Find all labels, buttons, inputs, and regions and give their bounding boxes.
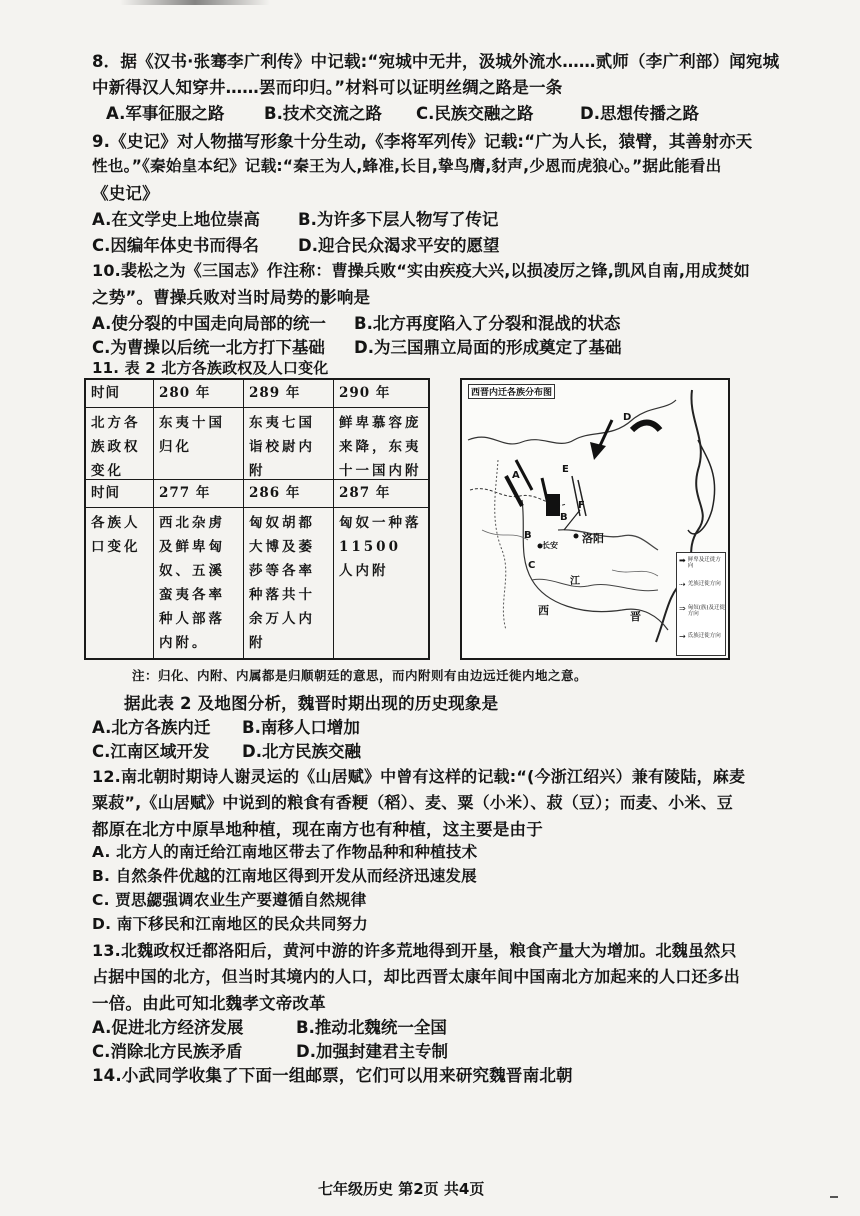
- q8-option-b[interactable]: B.技术交流之路: [264, 104, 382, 123]
- map-label-b2: B: [560, 512, 568, 523]
- q9-option-b[interactable]: B.为许多下层人物写了传记: [298, 210, 499, 229]
- q9-options-row2: [92, 232, 592, 254]
- table-cell: 西北杂虏及鲜卑匈奴、五溪蛮夷各率种人部落内附。: [154, 508, 244, 658]
- map-label-b: B: [524, 530, 532, 541]
- map-label-f: F: [578, 500, 585, 511]
- q12-option-b[interactable]: B. 自然条件优越的江南地区得到开发从而经济迅速发展: [92, 867, 477, 885]
- q12-option-c[interactable]: C. 贾思勰强调农业生产要遵循自然规律: [92, 891, 367, 909]
- legend-item: ⇢ 羌族迁徙方向: [679, 580, 721, 589]
- table-cell: 290 年: [334, 380, 428, 408]
- q13-options-row1: [92, 1014, 552, 1036]
- map-label-xi: 西: [538, 604, 549, 617]
- q13-option-a[interactable]: A.促进北方经济发展: [92, 1018, 244, 1037]
- q9-option-d[interactable]: D.迎合民众渴求平安的愿望: [298, 236, 500, 255]
- table-cell: 匈奴胡都大博及萎莎等各率种落共十余万人内附: [244, 508, 334, 658]
- table-cell: 287 年: [334, 480, 428, 508]
- q10-option-c[interactable]: C.为曹操以后统一北方打下基础: [92, 338, 325, 357]
- q12-option-a[interactable]: A. 北方人的南迁给江南地区带去了作物品种和种植技术: [92, 843, 478, 861]
- legend-item: ➡ 鲜卑及迁徙方向: [679, 556, 721, 569]
- q8-option-d[interactable]: D.思想传播之路: [580, 104, 699, 123]
- q10-options-row1: [92, 310, 652, 332]
- map-label-a: A: [512, 470, 520, 481]
- legend-item: → 氐族迁徙方向: [679, 632, 721, 641]
- page-footer: 七年级历史 第2页 共4页: [318, 1180, 485, 1198]
- map-label-e: E: [562, 464, 569, 475]
- q11-question: 据此表 2 及地图分析，魏晋时期出现的历史现象是: [124, 694, 499, 713]
- population-table: [84, 378, 430, 660]
- q9-stem-line3: 《史记》: [92, 184, 159, 203]
- q10-stem-line2: 之势”。曹操兵败对当时局势的影响是: [92, 288, 371, 307]
- map-label-d: D: [623, 412, 632, 423]
- table-cell: 289 年: [244, 380, 334, 408]
- q9-stem-line1: 9.《史记》对人物描写形象十分生动,《李将军列传》记载:“广为人长，猿臂，其善射亦天: [92, 132, 753, 151]
- q13-stem-line3: 一倍。由此可知北魏孝文帝改革: [92, 994, 326, 1013]
- table-cell: 匈奴一种落11500 人内附: [339, 515, 422, 579]
- q11-option-d[interactable]: D.北方民族交融: [242, 742, 361, 761]
- q11-options-row1: [92, 714, 492, 736]
- table-cell: 东夷十国归化: [154, 408, 244, 480]
- scan-speck: [830, 1196, 838, 1198]
- q13-options-row2: [92, 1038, 552, 1060]
- q10-option-a[interactable]: A.使分裂的中国走向局部的统一: [92, 314, 326, 333]
- map-label-jiang: 江: [570, 576, 580, 587]
- q11-table-caption: 11. 表 2 北方各族政权及人口变化: [92, 359, 329, 377]
- table-cell: 时间: [86, 480, 154, 508]
- q9-option-c[interactable]: C.因编年体史书而得名: [92, 236, 259, 255]
- q8-stem-line1: 8．据《汉书·张骞李广利传》中记载:“宛城中无井，汲城外流水……贰师（李广利部）闻宛城: [92, 52, 780, 71]
- q13-option-c[interactable]: C.消除北方民族矛盾: [92, 1042, 243, 1061]
- q10-option-b[interactable]: B.北方再度陷入了分裂和混战的状态: [354, 314, 621, 333]
- table-cell: 时间: [86, 380, 154, 408]
- table-cell: 东夷七国诣校尉内附: [244, 408, 334, 480]
- q11-option-a[interactable]: A.北方各族内迁: [92, 718, 211, 737]
- q13-stem-line1: 13.北魏政权迁都洛阳后，黄河中游的许多荒地得到开垦，粮食产量大为增加。北魏虽然只: [92, 941, 737, 960]
- q9-options-row1: [92, 206, 592, 228]
- q10-options-row2: [92, 334, 652, 356]
- map-label-changan: 长安: [542, 541, 558, 550]
- arrow-icon: ⇒: [679, 604, 686, 613]
- scan-mark: [120, 0, 270, 5]
- table-note: 注：归化、内附、内属都是归顺朝廷的意思，而内附则有由边远迁徙内地之意。: [132, 668, 588, 683]
- q10-option-d[interactable]: D.为三国鼎立局面的形成奠定了基础: [354, 338, 622, 357]
- map-legend: [676, 552, 726, 656]
- table-cell: 277 年: [154, 480, 244, 508]
- map-label-jin: 晋: [630, 610, 641, 623]
- q13-option-d[interactable]: D.加强封建君主专制: [296, 1042, 448, 1061]
- q12-stem-line3: 都原在北方中原旱地种植，现在南方也有种植，这主要是由于: [92, 820, 543, 839]
- q8-stem-line2: 中新得汉人知穿井……罢而印归。”材料可以证明丝绸之路是一条: [92, 78, 563, 97]
- q8-option-a[interactable]: A.军事征服之路: [106, 104, 225, 123]
- table-cell: 280 年: [154, 380, 244, 408]
- q14-stem-line1: 14.小武同学收集了下面一组邮票，它们可以用来研究魏晋南北朝: [92, 1066, 573, 1085]
- q13-stem-line2: 占据中国的北方，但当时其境内的人口，却比西晋太康年间中国南北方加起来的人口还多出: [92, 967, 741, 986]
- arrow-icon: ➡: [679, 556, 686, 565]
- arrow-icon: ⇢: [679, 580, 686, 589]
- q8-option-c[interactable]: C.民族交融之路: [416, 104, 534, 123]
- q10-stem-line1: 10.裴松之为《三国志》作注称：曹操兵败“实由疾疫大兴,以损凌厉之锋,凯风自南,用成焚如: [92, 261, 750, 280]
- q9-option-a[interactable]: A.在文学史上地位崇高: [92, 210, 260, 229]
- map-label-luoyang: 洛阳: [582, 532, 604, 545]
- table-cell: 各族人口变化: [86, 508, 154, 658]
- q12-stem-line2: 粟菽”,《山居赋》中说到的粮食有香粳（稻）、麦、粟（小米）、菽（豆）；而麦、小米、豆: [92, 793, 733, 812]
- q8-options: [106, 100, 726, 122]
- arrow-icon: →: [679, 632, 686, 641]
- map-label-c: C: [528, 560, 536, 571]
- legend-item: ⇒ 匈奴(族)及迁徙方向: [679, 604, 725, 617]
- table-cell: 鲜卑慕容庞来降，东夷十一国内附: [334, 408, 428, 480]
- q12-option-d[interactable]: D. 南下移民和江南地区的民众共同努力: [92, 915, 368, 933]
- q11-option-b[interactable]: B.南移人口增加: [242, 718, 360, 737]
- q12-stem-line1: 12.南北朝时期诗人谢灵运的《山居赋》中曾有这样的记载:“(今浙江绍兴）兼有陵陆，麻麦: [92, 767, 746, 786]
- q13-option-b[interactable]: B.推动北魏统一全国: [296, 1018, 447, 1037]
- map-title: 西晋内迁各族分布图: [468, 384, 555, 399]
- table-cell: 北方各族政权变化: [86, 408, 154, 480]
- q9-stem-line2: 性也。”《秦始皇本纪》记载:“秦王为人,蜂准,长目,挚鸟膺,豺声,少恩而虎狼心。”据此能看出: [92, 157, 722, 175]
- q11-option-c[interactable]: C.江南区域开发: [92, 742, 210, 761]
- migration-map: [460, 378, 730, 660]
- q11-options-row2: [92, 738, 492, 760]
- table-cell: 286 年: [244, 480, 334, 508]
